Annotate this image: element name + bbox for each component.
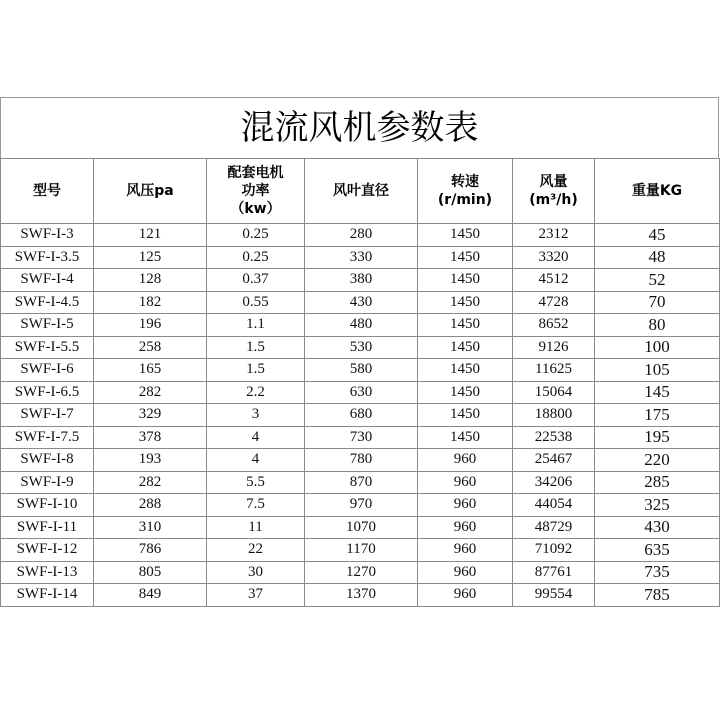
- cell-weight: 785: [595, 584, 720, 607]
- cell-pressure: 193: [94, 449, 207, 472]
- cell-pressure: 282: [94, 471, 207, 494]
- cell-weight: 195: [595, 426, 720, 449]
- cell-model: SWF-I-7: [1, 404, 94, 427]
- header-weight-label: 重量KG: [631, 183, 683, 199]
- cell-speed: 1450: [418, 224, 513, 247]
- header-speed-line2: (r/min): [437, 192, 493, 208]
- cell-blade-diameter: 970: [305, 494, 418, 517]
- cell-blade-diameter: 530: [305, 336, 418, 359]
- cell-airflow: 9126: [513, 336, 595, 359]
- cell-airflow: 99554: [513, 584, 595, 607]
- cell-airflow: 25467: [513, 449, 595, 472]
- cell-model: SWF-I-14: [1, 584, 94, 607]
- cell-pressure: 805: [94, 561, 207, 584]
- cell-speed: 1450: [418, 381, 513, 404]
- table-row: [1, 584, 720, 607]
- cell-weight: 48: [595, 246, 720, 269]
- header-blade-label: 风叶直径: [333, 183, 389, 199]
- table-row: [1, 314, 720, 337]
- cell-blade-diameter: 1070: [305, 516, 418, 539]
- header-motor-line1: 配套电机: [227, 165, 284, 181]
- cell-speed: 1450: [418, 246, 513, 269]
- cell-motor-power: 3: [207, 404, 305, 427]
- cell-speed: 960: [418, 539, 513, 562]
- header-motor-line3: （kw）: [230, 201, 281, 217]
- parameter-table: [0, 158, 720, 607]
- cell-motor-power: 2.2: [207, 381, 305, 404]
- table-row: [1, 426, 720, 449]
- cell-speed: 1450: [418, 314, 513, 337]
- cell-pressure: 786: [94, 539, 207, 562]
- cell-airflow: 15064: [513, 381, 595, 404]
- cell-weight: 80: [595, 314, 720, 337]
- table-row: [1, 404, 720, 427]
- cell-motor-power: 0.25: [207, 224, 305, 247]
- cell-motor-power: 22: [207, 539, 305, 562]
- header-weight: [595, 159, 720, 224]
- cell-airflow: 22538: [513, 426, 595, 449]
- cell-speed: 960: [418, 561, 513, 584]
- cell-blade-diameter: 280: [305, 224, 418, 247]
- cell-pressure: 165: [94, 359, 207, 382]
- cell-weight: 70: [595, 291, 720, 314]
- cell-model: SWF-I-4.5: [1, 291, 94, 314]
- cell-model: SWF-I-3.5: [1, 246, 94, 269]
- table-row: [1, 269, 720, 292]
- table-row: [1, 246, 720, 269]
- table-body: [1, 224, 720, 607]
- header-blade-diameter: [305, 159, 418, 224]
- cell-weight: 635: [595, 539, 720, 562]
- cell-blade-diameter: 1270: [305, 561, 418, 584]
- cell-motor-power: 4: [207, 449, 305, 472]
- header-airflow-line2: (m³/h): [529, 192, 578, 208]
- cell-airflow: 4512: [513, 269, 595, 292]
- cell-model: SWF-I-4: [1, 269, 94, 292]
- cell-motor-power: 37: [207, 584, 305, 607]
- cell-motor-power: 1.5: [207, 336, 305, 359]
- cell-pressure: 282: [94, 381, 207, 404]
- cell-blade-diameter: 730: [305, 426, 418, 449]
- cell-blade-diameter: 380: [305, 269, 418, 292]
- cell-airflow: 18800: [513, 404, 595, 427]
- cell-blade-diameter: 430: [305, 291, 418, 314]
- cell-pressure: 378: [94, 426, 207, 449]
- cell-motor-power: 1.1: [207, 314, 305, 337]
- cell-speed: 960: [418, 449, 513, 472]
- cell-speed: 1450: [418, 426, 513, 449]
- table-row: [1, 494, 720, 517]
- cell-blade-diameter: 1170: [305, 539, 418, 562]
- cell-airflow: 34206: [513, 471, 595, 494]
- cell-pressure: 196: [94, 314, 207, 337]
- header-pressure: [94, 159, 207, 224]
- cell-weight: 325: [595, 494, 720, 517]
- table-row: [1, 381, 720, 404]
- cell-model: SWF-I-11: [1, 516, 94, 539]
- cell-motor-power: 0.37: [207, 269, 305, 292]
- cell-weight: 735: [595, 561, 720, 584]
- table-row: [1, 224, 720, 247]
- header-speed: [418, 159, 513, 224]
- cell-pressure: 182: [94, 291, 207, 314]
- cell-airflow: 8652: [513, 314, 595, 337]
- cell-pressure: 125: [94, 246, 207, 269]
- cell-blade-diameter: 580: [305, 359, 418, 382]
- cell-speed: 960: [418, 584, 513, 607]
- cell-blade-diameter: 680: [305, 404, 418, 427]
- table-row: [1, 359, 720, 382]
- table-row: [1, 471, 720, 494]
- cell-motor-power: 5.5: [207, 471, 305, 494]
- cell-model: SWF-I-13: [1, 561, 94, 584]
- cell-blade-diameter: 630: [305, 381, 418, 404]
- cell-model: SWF-I-10: [1, 494, 94, 517]
- cell-speed: 1450: [418, 336, 513, 359]
- cell-blade-diameter: 480: [305, 314, 418, 337]
- cell-model: SWF-I-6.5: [1, 381, 94, 404]
- cell-airflow: 11625: [513, 359, 595, 382]
- cell-weight: 285: [595, 471, 720, 494]
- cell-blade-diameter: 1370: [305, 584, 418, 607]
- cell-pressure: 128: [94, 269, 207, 292]
- cell-weight: 100: [595, 336, 720, 359]
- table-row: [1, 539, 720, 562]
- cell-airflow: 2312: [513, 224, 595, 247]
- cell-airflow: 3320: [513, 246, 595, 269]
- cell-motor-power: 0.55: [207, 291, 305, 314]
- cell-airflow: 44054: [513, 494, 595, 517]
- table-row: [1, 336, 720, 359]
- header-motor-power: [207, 159, 305, 224]
- header-airflow-line1: 风量: [539, 174, 568, 190]
- header-model-label: 型号: [33, 183, 61, 199]
- cell-model: SWF-I-7.5: [1, 426, 94, 449]
- table-row: [1, 561, 720, 584]
- cell-blade-diameter: 780: [305, 449, 418, 472]
- cell-motor-power: 30: [207, 561, 305, 584]
- cell-speed: 1450: [418, 269, 513, 292]
- table-title: 混流风机参数表: [0, 97, 719, 158]
- header-row: [1, 159, 720, 224]
- cell-weight: 45: [595, 224, 720, 247]
- cell-model: SWF-I-3: [1, 224, 94, 247]
- cell-pressure: 258: [94, 336, 207, 359]
- table-row: [1, 291, 720, 314]
- cell-speed: 1450: [418, 404, 513, 427]
- cell-motor-power: 11: [207, 516, 305, 539]
- cell-motor-power: 4: [207, 426, 305, 449]
- cell-pressure: 121: [94, 224, 207, 247]
- cell-model: SWF-I-5: [1, 314, 94, 337]
- cell-model: SWF-I-12: [1, 539, 94, 562]
- cell-speed: 960: [418, 494, 513, 517]
- table-row: [1, 449, 720, 472]
- cell-pressure: 849: [94, 584, 207, 607]
- cell-model: SWF-I-9: [1, 471, 94, 494]
- cell-airflow: 4728: [513, 291, 595, 314]
- cell-motor-power: 0.25: [207, 246, 305, 269]
- cell-blade-diameter: 870: [305, 471, 418, 494]
- cell-speed: 960: [418, 516, 513, 539]
- cell-weight: 175: [595, 404, 720, 427]
- cell-airflow: 48729: [513, 516, 595, 539]
- cell-airflow: 87761: [513, 561, 595, 584]
- cell-model: SWF-I-5.5: [1, 336, 94, 359]
- cell-speed: 1450: [418, 291, 513, 314]
- cell-weight: 52: [595, 269, 720, 292]
- table-row: [1, 516, 720, 539]
- cell-weight: 105: [595, 359, 720, 382]
- cell-pressure: 310: [94, 516, 207, 539]
- header-model: [1, 159, 94, 224]
- cell-blade-diameter: 330: [305, 246, 418, 269]
- header-motor-line2: 功率: [241, 183, 270, 199]
- cell-motor-power: 1.5: [207, 359, 305, 382]
- cell-pressure: 288: [94, 494, 207, 517]
- cell-pressure: 329: [94, 404, 207, 427]
- cell-weight: 430: [595, 516, 720, 539]
- cell-model: SWF-I-8: [1, 449, 94, 472]
- cell-speed: 960: [418, 471, 513, 494]
- cell-weight: 145: [595, 381, 720, 404]
- cell-model: SWF-I-6: [1, 359, 94, 382]
- header-airflow: [513, 159, 595, 224]
- header-speed-line1: 转速: [451, 174, 479, 190]
- cell-weight: 220: [595, 449, 720, 472]
- cell-speed: 1450: [418, 359, 513, 382]
- header-pressure-label: 风压pa: [126, 183, 174, 199]
- cell-motor-power: 7.5: [207, 494, 305, 517]
- cell-airflow: 71092: [513, 539, 595, 562]
- parameter-sheet: [0, 97, 719, 607]
